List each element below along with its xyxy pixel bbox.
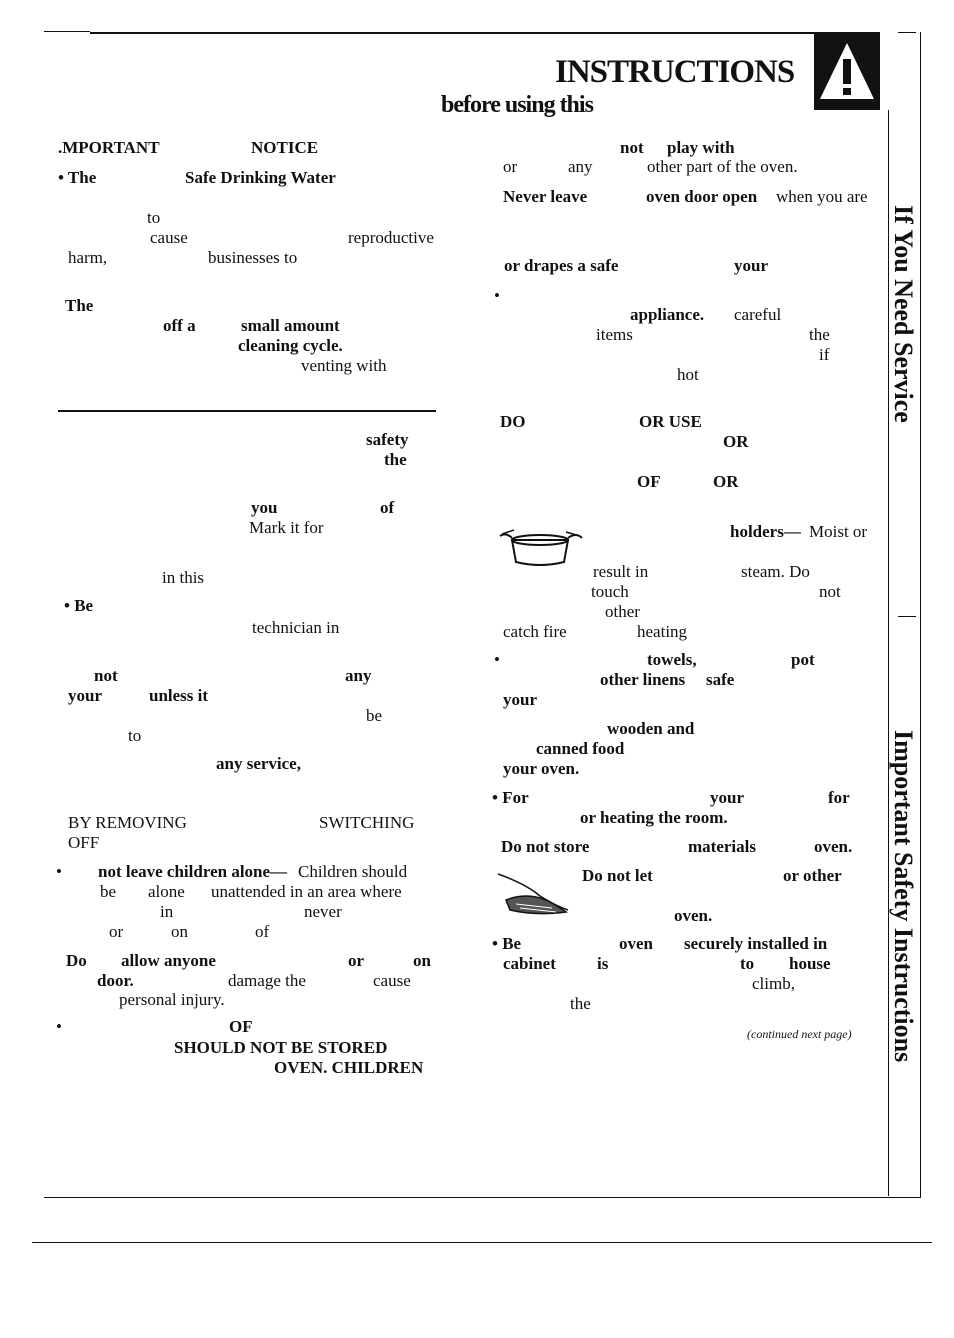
right-column-text: your [734, 256, 768, 275]
right-column-text: other linens [600, 670, 686, 689]
left-column-text: unattended in an area where [211, 882, 402, 901]
right-column-text: Do not let [582, 866, 653, 885]
right-column-text: Moist or [809, 522, 868, 541]
left-column-text: personal injury. [119, 990, 225, 1009]
right-column-text: other [605, 602, 640, 621]
left-column-text: door. [97, 971, 134, 990]
left-column-text: any service, [216, 754, 301, 773]
right-column-text: catch fire [503, 622, 567, 641]
left-column-text: safety [366, 430, 409, 449]
right-column-text: Do not store [501, 837, 590, 856]
left-column-text: allow anyone [121, 951, 216, 970]
right-column-text: securely installed in [684, 934, 828, 953]
left-column-text: cause [373, 971, 411, 990]
right-column-text: oven. [814, 837, 853, 856]
left-column-text: • Be [64, 596, 94, 615]
right-column-text: not [620, 138, 644, 157]
left-column-text: alone [148, 882, 185, 901]
left-column-text: cause [150, 228, 188, 247]
top-rule-short [44, 31, 90, 32]
bottom-rule [44, 1197, 920, 1198]
right-column-text: materials [688, 837, 756, 856]
sidebar-label-safety: Important Safety Instructions [889, 730, 918, 1063]
left-column-text: to [147, 208, 161, 227]
left-column-text: to [128, 726, 142, 745]
right-column-text: your [503, 690, 537, 709]
right-column-text: OF [637, 472, 661, 491]
left-column-text: SHOULD NOT BE STORED [174, 1038, 388, 1057]
right-column-text: when you are [776, 187, 868, 206]
left-column-text: OFF [68, 833, 100, 852]
left-column-text: be [366, 706, 383, 725]
section-rule [58, 410, 436, 412]
right-column-text: • [494, 286, 500, 305]
left-column-text: never [304, 902, 342, 921]
right-column-text: • Be [492, 934, 522, 953]
left-column-text: or [348, 951, 365, 970]
right-column-text: any [568, 157, 593, 176]
warning-box [814, 33, 880, 110]
left-column-text: SWITCHING [319, 813, 415, 832]
right-column-text: pot [791, 650, 815, 669]
left-column-text: on [413, 951, 431, 970]
right-column-text: steam. Do [741, 562, 810, 581]
right-column-text: oven [619, 934, 653, 953]
left-column-text: NOTICE [251, 138, 319, 157]
right-column-text: touch [591, 582, 629, 601]
right-column-text: other part of the oven. [647, 157, 798, 176]
left-column-text: unless it [149, 686, 209, 705]
right-column-text: your [710, 788, 744, 807]
hand-icon [496, 870, 572, 918]
right-column-text: Never leave [503, 187, 588, 206]
right-column-text: OR USE [639, 412, 702, 431]
right-column-text: canned food [536, 739, 625, 758]
right-column-text: items [596, 325, 633, 344]
right-column-text: climb, [752, 974, 795, 993]
right-column-text: play with [667, 138, 735, 157]
page-subtitle: before using this [441, 92, 593, 118]
sidebar-mid-tick [898, 616, 916, 617]
left-column-text: not [94, 666, 118, 685]
sidebar-label-service: If You Need Service [889, 205, 918, 423]
right-column-text: towels, [647, 650, 697, 669]
right-column-text: oven door open [646, 187, 758, 206]
right-column-text: • [494, 650, 500, 669]
right-column-text: the [809, 325, 830, 344]
right-column-text: or [503, 157, 518, 176]
right-column-text: hot [677, 365, 699, 384]
right-column-text: heating [637, 622, 688, 641]
left-column-text: businesses to [208, 248, 298, 267]
pot-icon [498, 526, 584, 570]
left-column-text: the [384, 450, 407, 469]
left-column-text: cleaning cycle. [238, 336, 343, 355]
right-column-text: or other [783, 866, 842, 885]
left-column-text: BY REMOVING [68, 813, 187, 832]
left-column-text: The [65, 296, 94, 315]
left-column-text: OVEN. CHILDREN [274, 1058, 424, 1077]
sidebar-edge [920, 32, 921, 1198]
page-title: INSTRUCTIONS [555, 54, 795, 90]
left-column-text: not leave children alone— [98, 862, 288, 881]
left-column-text: Mark it for [249, 518, 324, 537]
left-column-text: of [380, 498, 395, 517]
right-column-text: or heating the room. [580, 808, 728, 827]
left-column-text: of [255, 922, 270, 941]
left-column-text: • The [58, 168, 97, 187]
right-column-text: not [819, 582, 841, 601]
right-column-text: the [570, 994, 591, 1013]
left-column-text: venting with [301, 356, 387, 375]
left-column-text: harm, [68, 248, 108, 267]
left-column-text: any [345, 666, 372, 685]
left-column-text: small amount [241, 316, 340, 335]
right-column-text: DO [500, 412, 526, 431]
right-column-text: for [828, 788, 850, 807]
left-column-text: in this [162, 568, 205, 587]
left-column-text: • [56, 1017, 62, 1036]
sidebar-top-tick [898, 32, 916, 33]
right-column-text: appliance. [630, 305, 705, 324]
right-column-text: oven. [674, 906, 713, 925]
warning-triangle-icon [814, 33, 880, 110]
left-column-text: off a [163, 316, 196, 335]
left-column-text: in [160, 902, 174, 921]
left-column-text: Safe Drinking Water [185, 168, 336, 187]
left-column-text: technician in [252, 618, 340, 637]
top-rule [90, 32, 880, 34]
left-column-text: • [56, 862, 62, 881]
left-column-text: Children should [298, 862, 408, 881]
left-column-text: .MPORTANT [58, 138, 160, 157]
continued-note: (continued next page) [747, 1027, 852, 1041]
left-column-text: reproductive [348, 228, 434, 247]
right-column-text: holders— [730, 522, 801, 541]
right-column-text: OR [723, 432, 749, 451]
right-column-text: • For [492, 788, 529, 807]
right-column-text: or drapes a safe [504, 256, 619, 275]
left-column-text: or [109, 922, 124, 941]
right-column-text: your oven. [503, 759, 580, 778]
left-column-text: your [68, 686, 102, 705]
left-column-text: on [171, 922, 188, 941]
left-column-text: be [100, 882, 117, 901]
left-column-text: Do [66, 951, 87, 970]
right-column-text: to [740, 954, 755, 973]
right-column-text: OR [713, 472, 739, 491]
left-column-text: damage the [228, 971, 306, 990]
right-column-text: is [597, 954, 609, 973]
right-column-text: if [819, 345, 830, 364]
left-column-text: you [251, 498, 278, 517]
page-bottom-rule [32, 1242, 932, 1243]
right-column-text: safe [706, 670, 735, 689]
right-column-text: result in [593, 562, 649, 581]
left-column-text: OF [229, 1017, 253, 1036]
right-column-text: cabinet [503, 954, 556, 973]
right-column-text: house [789, 954, 831, 973]
right-column-text: careful [734, 305, 782, 324]
right-column-text: wooden and [607, 719, 695, 738]
